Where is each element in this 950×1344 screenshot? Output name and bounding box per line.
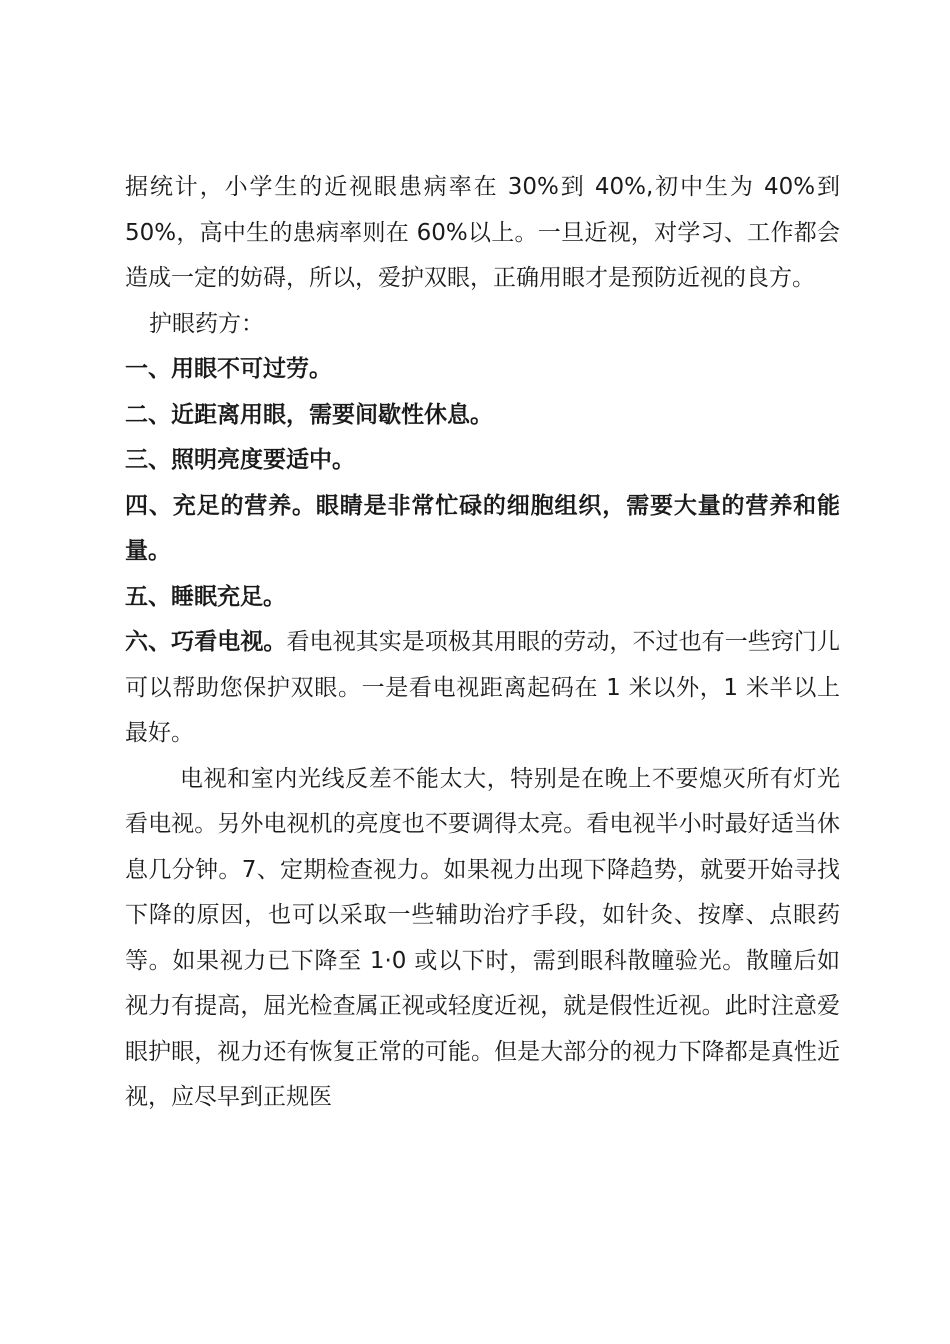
tip-item-1: 一、用眼不可过劳。 — [125, 356, 332, 382]
tip-item-6 — [125, 620, 840, 757]
closing-paragraph: 电视和室内光线反差不能太大，特别是在晚上不要熄灭所有灯光看电视。另外电视机的亮度也不要调得太亮。看电视半小时最好适当休息几分钟。7、定期检查视力。如果视力出现下降趋势，就要开始寻找下降的原因，也可以采取一些辅助治疗手段，如针灸、按摩、点眼药等。如果视力已下降至 1·0 或以下时，需到眼科散瞳验光。散瞳后如视力有提高，屈光检查属正视或轻度近视，就是假性近视。此时注意爱眼护眼，视力还有恢复正常的可能。但是大部分的视力下降都是真性近视，应尽早到正规医 — [125, 765, 840, 1110]
tip-item-5: 五、睡眠充足。 — [125, 583, 286, 610]
intro-paragraph: 据统计，小学生的近视眼患病率在 30%到 40%,初中生为 40%到 50%，高中生的患病率则在 60%以上。一旦近视，对学习、工作都会造成一定的妨碍，所以，爱护双眼，正确用眼才是预防近视的良方。 — [125, 174, 840, 291]
document-page — [125, 165, 840, 1121]
tip-item-4: 四、充足的营养。眼睛是非常忙碌的细胞组织，需要大量的营养和能量。 — [125, 492, 840, 564]
tip-item-2: 二、近距离用眼，需要间歇性休息。 — [125, 401, 493, 428]
section-heading: 护眼药方： — [149, 310, 264, 337]
tip-item-6-body: 看电视其实是项极其用眼的劳动，不过也有一些窍门儿可以帮助您保护双眼。一是看电视距离起码在 1 米以外，1 米半以上最好。 — [125, 629, 841, 746]
tip-item-6-title: 六、巧看电视。 — [125, 629, 287, 655]
tip-item-3: 三、照明亮度要适中。 — [125, 447, 355, 473]
